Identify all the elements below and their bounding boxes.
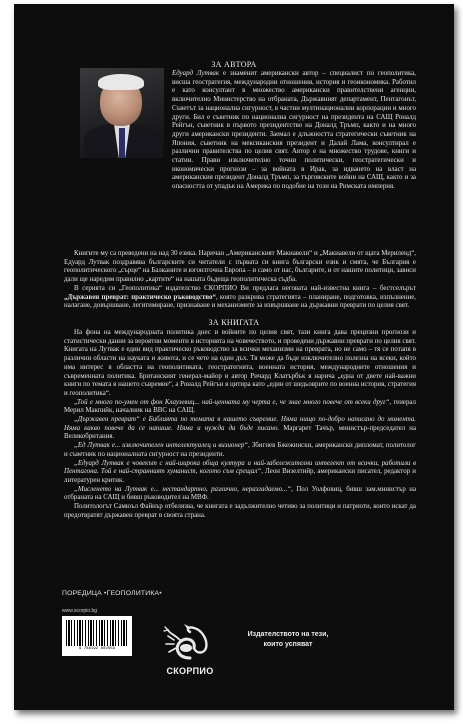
book-title: „Държавен преврат: практическо ръководство“: [64, 293, 216, 301]
quote-5: „Мисленето на Лутвак е... нестандартно, различно, неразгадаемо...“, Пол Уолфовиц, бивш зам.министър на отбраната на САЩ и бивш ръководител на МВФ.: [64, 485, 416, 502]
bio-p1-rest: е знаменит американски автор – специалист по геополитика, висша геостратегия, международни отношения, история и геоикономика. Работил е като консултант в множество американски правителствени агенции, включително Министерство на отбраната, Държавният департамент, Пентагонът, Съветът за национална сигурност, в частни мултинационални корпорации и много други. Бил е съветник по национална сигурност на президента на САЩ Роналд Рейгън, съветник в първото президентство на Доналд Тръмп, както и на много други американски президенти. Заемал е длъжността стратегически съветник на Япония, съветник на мексиканския президент и Далай Лама, консултирал е различни правителства по целия свят. Автор е на множество трудове, книги и статии. Прави изключително точни политически, геостратегически и икономически прогнози – за войната в Ирак, за идването на власт на американския президент Доналд Тръмп, за търговските войни на САЩ, както и за опасността от упадък на Америка по подобие на този на Римската империя.: [172, 70, 416, 191]
barcode-number: 9 786192 602659: [78, 647, 115, 651]
quote-2: „Държавен преврат“ е Библията по темата в нашето съвремие. Няма нищо по-добро написано до момента. Няма какво повече да се напише. Няма и нужда да бъде писано. Маргарет Тачър, министър-председател на Великобритания.: [64, 416, 416, 441]
publisher-logo-text: СКОРПИО: [166, 666, 214, 676]
website: www.scorpio.bg: [62, 608, 98, 614]
author-name: Едуард Лутвак: [172, 70, 220, 77]
series-label: ПОРЕДИЦА •ГЕОПОЛИТИКА•: [62, 590, 162, 597]
scorpion-logo-icon: [160, 618, 220, 664]
book-paragraph-last: Политологът Самюъл Файнър отбелязва, че книгата е задължително четиво за политици и патриоти, които искат да предотвратят държавен преврат в своята страна.: [64, 503, 416, 519]
bio-intro-column: [172, 70, 416, 192]
about-book-text: [64, 329, 416, 520]
bio-paragraph-2: Книгите му са преведени на над 30 езика. Наричан „Американският Макиавели“ и „Макиавели от щата Мериленд“, Едуард Лутвак поздравява българските си читатели с първата си книга български език и смята, че България е геополитического „сърце“ на Балканите и югоизточна Европа – и само от нас, българите, и от нашите политици, зависи дали ще наредим правилно „картите“ на нашата бъдеща геополитическа съдба.: [64, 250, 416, 284]
series-name: •ГЕОПОЛИТИКА•: [103, 590, 162, 597]
quote-3: „Ед Лутвак е... изключителен интелектуалец и визионер“, Збигнев Бжежински, американски дипломат, политолог и съветник по националната сигурност на президенти.: [64, 442, 416, 458]
publisher-slogan: Издателството на тези, които успяват: [247, 631, 329, 648]
quote-4: „Едуард Лутвак е човекът с най-широка обща култура и най-забележителни интелект от всички, работили в Пентагона. Той е най-странният хуманист, когото съм срещал“, Леон Визелтийр, американски писател, редактор и литературен критик.: [64, 459, 416, 484]
about-author-heading: ЗА АВТОРА: [211, 60, 257, 69]
quote-1: „Той е много по-умен от фон Клаузевиц... най-ценната му черта е, че знае много повече от всеки друг“, генерал Мерил Макпийк, началник на ВВС на САЩ.: [64, 398, 416, 415]
bio-continued: [64, 250, 416, 311]
bio-paragraph-3: В серията си „Геополитика“ издателство СКОРПИО Ви предлага неговата най-известна книга – бестселърът „Държавен преврат: практическо ръководство“, която разкрива стратегията – планиране, подготовка, изпълнение, налагане, довършване, легитимиране, признаване и механизмите за извършване на държавни преврати по целия свят.: [64, 284, 416, 310]
author-photo: [80, 68, 164, 158]
about-book-heading: ЗА КНИГАТА: [208, 318, 260, 327]
back-cover: [14, 4, 454, 710]
book-paragraph-1: На фона на международната политика днес и войните по целия свят, тази книга дава прецизни прогнози и статистически данни за вероятни моменти в историята на човечеството, и проведени държавни преврати по целия свят. Книгата на Лутвак е един вид практическо ръководство за всички механизми на преврата, но не само – тя се потапя в различни области на науката и живота, и се чете на един дъх. Тя може да бъде изключително полезна на всеки, който има интерес в областта на геополитиката, геостратегията, военната история, международните отношения и съвременната политика. Британският генерал-майор и автор Ричард Клатърбък я нарича „една от двете най-важни книги по темата в нашето съвремие“, а Роналд Рейгън я цитира като „един от шедьоврите по военна история, стратегия и геополитика“.: [64, 329, 416, 397]
barcode: [62, 616, 132, 656]
